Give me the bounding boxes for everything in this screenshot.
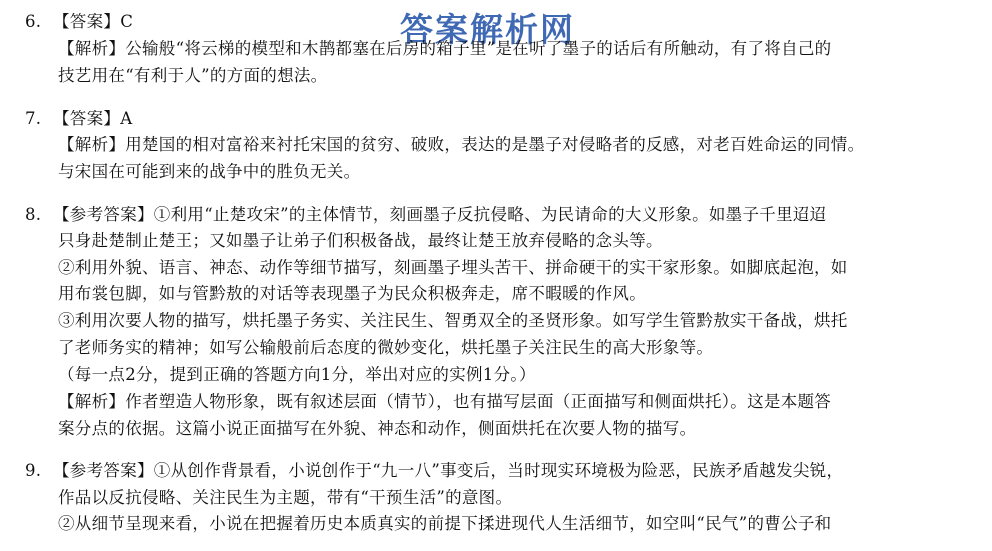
answer-line: ②从细节呈现来看，小说在把握着历史本质真实的前提下揉进现代人生活细节，如空叫“民气”的曹公子和 — [58, 514, 832, 533]
analysis-line: 技艺用在“有利于人”的方面的想法。 — [58, 66, 328, 85]
analysis-line: 案分点的依据。这篇小说正面描写在外貌、神态和动作，侧面烘托在次要人物的描写。 — [58, 419, 697, 438]
analysis-line: 【解析】用楚国的相对富裕来衬托宋国的贫穷、破败，表达的是墨子对侵略者的反感，对老百姓命运的同情。 — [58, 135, 865, 154]
answer-line: ③利用次要人物的描写，烘托墨子务实、关注民生、智勇双全的圣贤形象。如写学生管黔敖实干备战，烘托 — [58, 311, 848, 330]
watermark: 答案解析网 — [400, 10, 575, 49]
item-number: 7. — [25, 109, 42, 128]
item-number: 9. — [25, 461, 42, 480]
answer-line: 用布裳包脚，如与管黔敖的对话等表现墨子为民众积极奔走，席不暇暖的作风。 — [58, 284, 646, 303]
answer-line: 作品以反抗侵略、关注民生为主题，带有“干预生活”的意图。 — [58, 488, 513, 507]
item-number: 6. — [25, 12, 42, 31]
analysis-line: 与宋国在可能到来的战争中的胜负无关。 — [58, 162, 361, 181]
answer-line: 【参考答案】①从创作背景看，小说创作于“九一八”事变后，当时现实环境极为险恶，民族矛盾越发尖锐， — [53, 461, 844, 480]
scoring-note: （每一点2分，提到正确的答题方向1分，举出对应的实例1分。） — [58, 365, 536, 384]
answer-line: 【答案】A — [53, 109, 133, 128]
item-number: 8. — [25, 205, 42, 224]
answer-line: 了老师务实的精神；如写公输般前后态度的微妙变化，烘托墨子关注民生的高大形象等。 — [58, 338, 714, 357]
analysis-line: 【解析】作者塑造人物形象，既有叙述层面（情节），也有描写层面（正面描写和侧面烘托）。这是本题答 — [58, 392, 832, 411]
answer-line: ②利用外貌、语言、神态、动作等细节描写，刻画墨子埋头苦干、拼命硬干的实干家形象。如脚底起泡，如 — [58, 258, 848, 277]
answer-line: 【答案】C — [53, 12, 134, 31]
analysis-line: 【解析】公输般“将云梯的模型和木鹊都塞在后房的箱子里”是在听了墨子的话后有所触动，有了将自己的 — [58, 39, 832, 58]
answer-line: 【参考答案】①利用“止楚攻宋”的主体情节，刻画墨子反抗侵略、为民请命的大义形象。如墨子千里迢迢 — [53, 205, 827, 224]
answer-line: 只身赴楚制止楚王；又如墨子让弟子们积极备战，最终让楚王放弃侵略的念头等。 — [58, 231, 663, 250]
